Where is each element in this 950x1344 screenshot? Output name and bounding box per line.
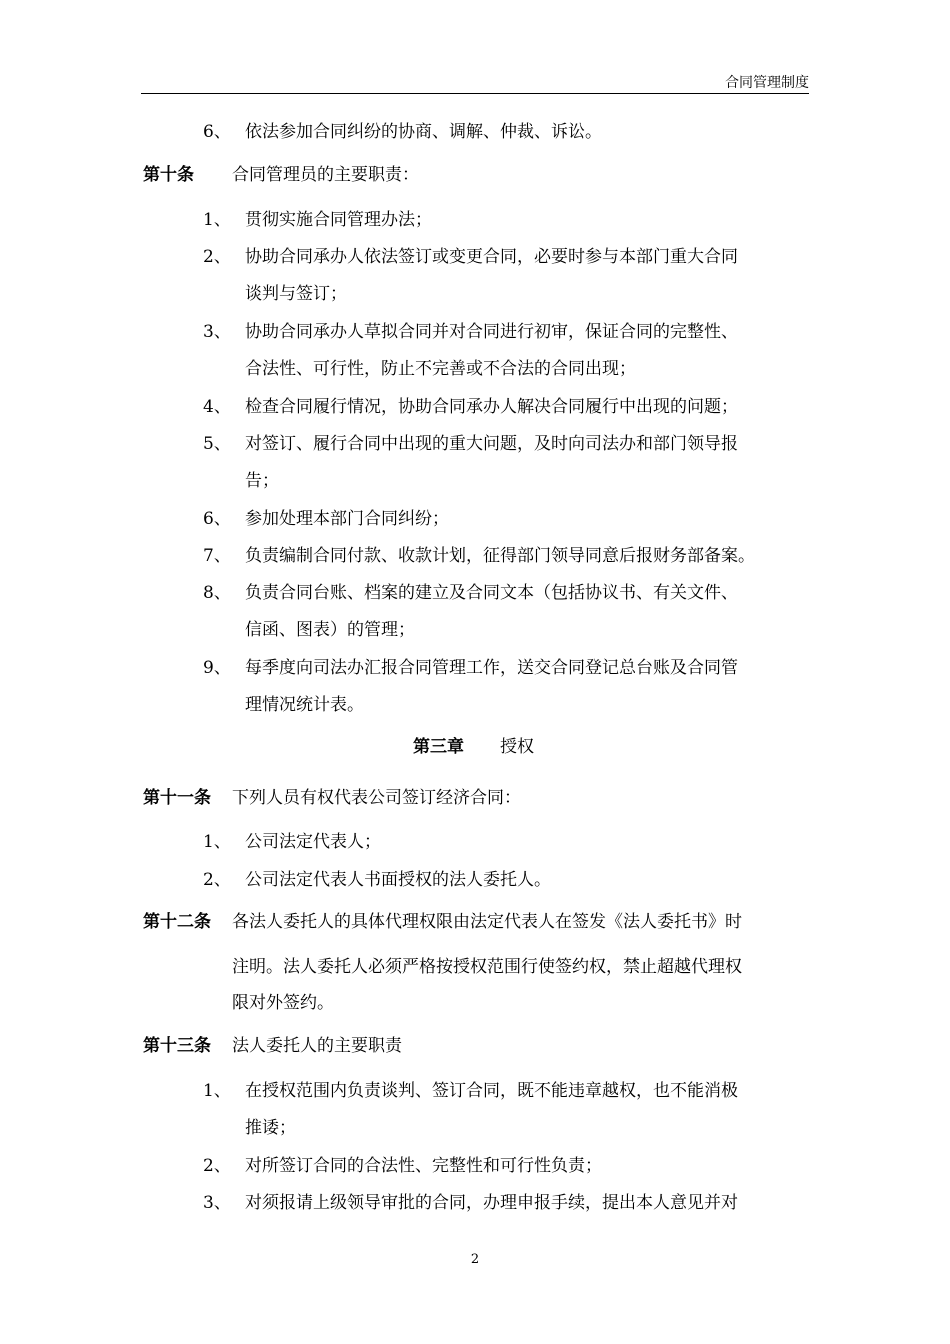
list-item-number: 5、 <box>203 434 231 454</box>
list-item-text: 对签订、履行合同中出现的重大问题，及时向司法办和部门领导报 <box>245 434 738 454</box>
list-item-text-cont: 谈判与签订； <box>245 284 347 304</box>
list-item-text: 检查合同履行情况，协助合同承办人解决合同履行中出现的问题； <box>245 397 738 417</box>
list-item-number: 9、 <box>203 658 231 678</box>
list-item-text: 每季度向司法办汇报合同管理工作，送交合同登记总台账及合同管 <box>245 658 738 678</box>
list-item-text-cont: 告； <box>245 471 279 491</box>
list-item-text: 对所签订合同的合法性、完整性和可行性负责； <box>245 1156 602 1176</box>
list-item-text-cont: 理情况统计表。 <box>245 695 364 715</box>
page-number: 2 <box>470 1252 480 1267</box>
running-title: 合同管理制度 <box>725 75 809 91</box>
list-item-text: 贯彻实施合同管理办法； <box>245 210 432 230</box>
chapter-title: 授权 <box>500 737 534 757</box>
article-label: 第十三条 <box>143 1036 211 1056</box>
list-item-number: 3、 <box>203 1193 231 1213</box>
article-label: 第十一条 <box>143 788 211 808</box>
list-item-number: 8、 <box>203 583 231 603</box>
list-item-text: 协助合同承办人草拟合同并对合同进行初审，保证合同的完整性、 <box>245 322 738 342</box>
list-item-number: 2、 <box>203 870 231 890</box>
article-title: 合同管理员的主要职责： <box>232 165 419 185</box>
list-item-text: 公司法定代表人； <box>245 832 381 852</box>
list-item-number: 2、 <box>203 247 231 267</box>
list-item-number: 1、 <box>203 1081 231 1101</box>
list-item-text: 协助合同承办人依法签订或变更合同，必要时参与本部门重大合同 <box>245 247 738 267</box>
article-label: 第十二条 <box>143 912 211 932</box>
list-item-text: 负责合同台账、档案的建立及合同文本（包括协议书、有关文件、 <box>245 583 738 603</box>
article-body-line: 限对外签约。 <box>232 993 334 1013</box>
list-item-text: 负责编制合同付款、收款计划，征得部门领导同意后报财务部备案。 <box>245 546 755 566</box>
article-body-line: 各法人委托人的具体代理权限由法定代表人在签发《法人委托书》时 <box>232 912 742 932</box>
list-item-text: 对须报请上级领导审批的合同，办理申报手续，提出本人意见并对 <box>245 1193 738 1213</box>
list-item-text: 依法参加合同纠纷的协商、调解、仲裁、诉讼。 <box>245 122 602 142</box>
page-header <box>141 72 809 94</box>
list-item-number: 4、 <box>203 397 231 417</box>
list-item-number: 7、 <box>203 546 231 566</box>
list-item-number: 3、 <box>203 322 231 342</box>
list-item-text: 参加处理本部门合同纠纷； <box>245 509 449 529</box>
list-item-text-cont: 信函、图表）的管理； <box>245 620 415 640</box>
list-item-number: 1、 <box>203 210 231 230</box>
article-label: 第十条 <box>143 165 194 185</box>
list-item-text-cont: 合法性、可行性，防止不完善或不合法的合同出现； <box>245 359 636 379</box>
list-item-text-cont: 推诿； <box>245 1118 296 1138</box>
header-rule <box>141 93 809 94</box>
list-item-text: 在授权范围内负责谈判、签订合同，既不能违章越权，也不能消极 <box>245 1081 738 1101</box>
list-item-number: 6、 <box>203 509 231 529</box>
article-title: 法人委托人的主要职责 <box>232 1036 402 1056</box>
list-item-number: 2、 <box>203 1156 231 1176</box>
article-body-line: 注明。法人委托人必须严格按授权范围行使签约权，禁止超越代理权 <box>232 957 742 977</box>
list-item-number: 6、 <box>203 122 231 142</box>
list-item-number: 1、 <box>203 832 231 852</box>
article-title: 下列人员有权代表公司签订经济合同： <box>232 788 521 808</box>
chapter-label: 第三章 <box>413 737 464 757</box>
list-item-text: 公司法定代表人书面授权的法人委托人。 <box>245 870 551 890</box>
